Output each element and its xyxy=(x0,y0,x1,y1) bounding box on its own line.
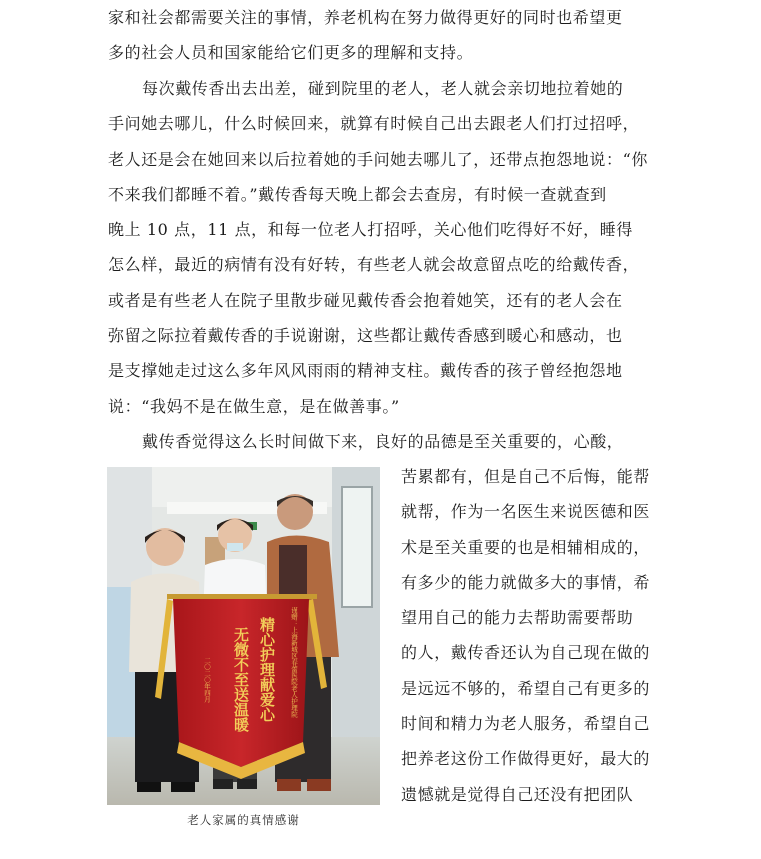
banner-main-line-1: 精心护理献爱心 xyxy=(258,617,276,722)
text-line: 或者是有些老人在院子里散步碰见戴传香会抱着她笑，还有的老人会在 xyxy=(108,290,623,310)
text-line: 怎么样，最近的病情有没有好转，有些老人就会故意留点吃的给戴传香， xyxy=(108,255,640,275)
text-line: 是远远不够的，希望自己有更多的 xyxy=(401,678,651,698)
text-line: 不来我们都睡不着。”戴传香每天晚上都会去查房，有时候一查就查到 xyxy=(108,184,607,204)
text-line: 望用自己的能力去帮助需要帮助 xyxy=(401,608,634,628)
text-line: 老人还是会在她回来以后拉着她的手问她去哪儿了，还带点抱怨地说：“你 xyxy=(108,149,648,169)
text-line: 家和社会都需要关注的事情，养老机构在努力做得更好的同时也希望更 xyxy=(108,8,623,27)
text-line: 戴传香觉得这么长时间做下来，良好的品德是至关重要的，心酸， xyxy=(142,432,624,451)
text-line: 弥留之际拉着戴传香的手说谢谢，这些都让戴传香感到暖心和感动，也 xyxy=(108,326,623,346)
text-line: 多的社会人员和国家能给它们更多的理解和支持。 xyxy=(108,43,474,63)
text-line: 每次戴传香出去出差，碰到院里的老人，老人就会亲切地拉着她的 xyxy=(142,79,624,98)
banner-header: 谨赠：上海新城区春蕾医院老人护理院 xyxy=(290,607,298,718)
text-line: 晚上 10 点，11 点，和每一位老人打招呼，关心他们吃得好不好，睡得 xyxy=(108,220,633,240)
banner-footer: 二〇二〇年四月 xyxy=(203,657,211,703)
text-line: 时间和精力为老人服务，希望自己 xyxy=(401,714,651,734)
text-line: 说：“我妈不是在做生意，是在做善事。” xyxy=(108,396,400,416)
photo-family-thanks xyxy=(107,467,380,805)
text-line: 是支撑她走过这么多年风风雨雨的精神支柱。戴传香的孩子曾经抱怨地 xyxy=(108,361,623,381)
text-line: 苦累都有，但是自己不后悔，能帮 xyxy=(401,467,651,486)
photo-caption: 老人家属的真情感谢 xyxy=(187,813,300,827)
paragraph-business-trips xyxy=(108,71,664,424)
text-line: 把养老这份工作做得更好，最大的 xyxy=(401,749,651,769)
text-line: 有多少的能力就做多大的事情，希 xyxy=(401,572,651,592)
photo-illustration xyxy=(107,467,380,805)
text-line: 就帮，作为一名医生来说医德和医 xyxy=(401,502,651,522)
text-line: 术是至关重要的也是相辅相成的， xyxy=(401,537,651,557)
paragraph-continuation xyxy=(108,0,664,71)
banner-main-line-2: 无微不至送温暖 xyxy=(232,627,250,732)
text-line: 的人，戴传香还认为自己现在做的 xyxy=(401,643,651,663)
paragraph-virtue-first-line xyxy=(108,424,664,459)
text-line: 遗憾就是觉得自己还没有把团队 xyxy=(401,784,634,804)
text-line: 手问她去哪儿，什么时候回来，就算有时候自己出去跟老人们打过招呼， xyxy=(108,114,640,134)
paragraph-virtue-wrapped xyxy=(401,459,665,812)
